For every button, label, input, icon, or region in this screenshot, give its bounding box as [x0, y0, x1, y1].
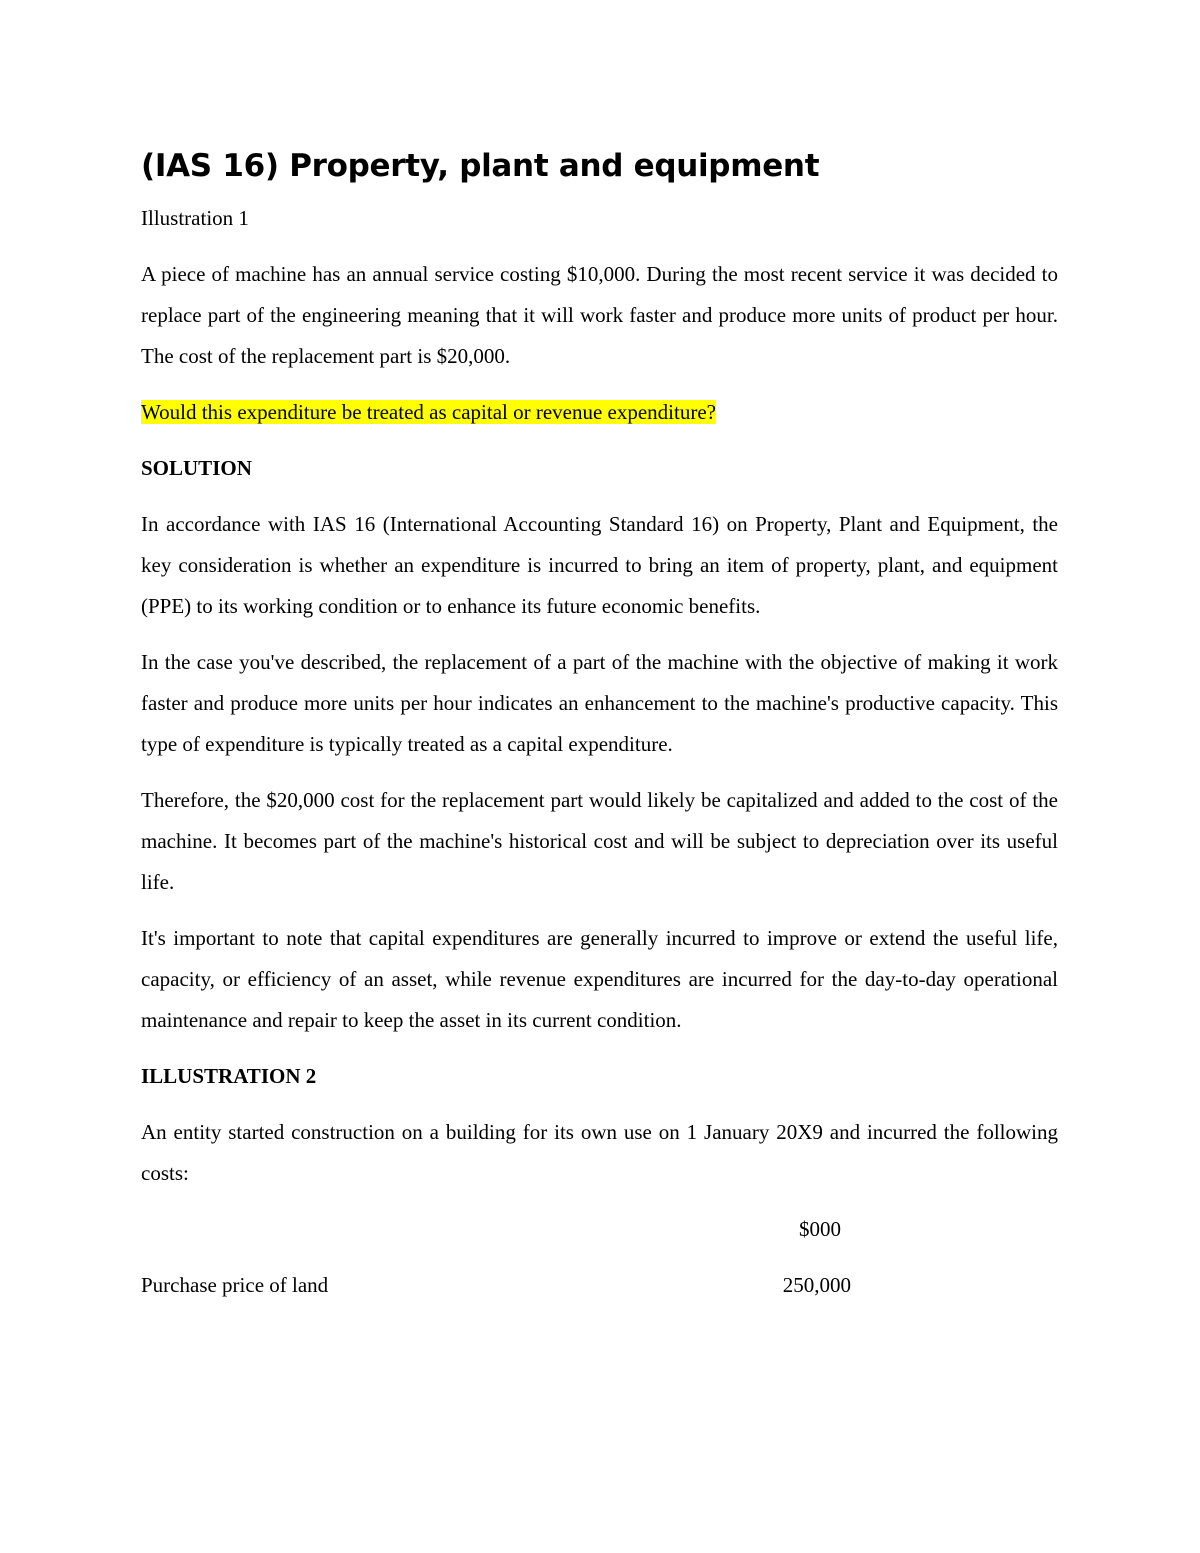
illustration-1-text: A piece of machine has an annual service costing $10,000. During the most recent service it was decided to replace part of the engineering meaning that it will work faster and produce more units of product per hour. The cost of the replacement part is $20,000.: [141, 262, 1058, 368]
illustration-1-label: Illustration 1: [141, 206, 249, 230]
highlighted-question: Would this expenditure be treated as capital or revenue expenditure?: [141, 400, 716, 424]
solution-heading: SOLUTION: [141, 456, 252, 480]
question-paragraph: [141, 392, 1058, 433]
solution-paragraph: In the case you've described, the replacement of a part of the machine with the objective of making it work faster and produce more units per hour indicates an enhancement to the machine's productive capacity. This type of expenditure is typically treated as a capital expenditure.: [141, 650, 1058, 756]
illustration-2-text: An entity started construction on a building for its own use on 1 January 20X9 and incurred the following costs:: [141, 1120, 1058, 1185]
solution-paragraph: It's important to note that capital expenditures are generally incurred to improve or extend the useful life, capacity, or efficiency of an asset, while revenue expenditures are incurred for the day-to-day operational maintenance and repair to keep the asset in its current condition.: [141, 926, 1058, 1032]
solution-paragraph: Therefore, the $20,000 cost for the replacement part would likely be capitalized and added to the cost of the machine. It becomes part of the machine's historical cost and will be subject to depreciation over its useful life.: [141, 788, 1058, 894]
document-content: [141, 140, 1058, 1321]
illustration-2-heading: ILLUSTRATION 2: [141, 1064, 317, 1088]
cost-label: Purchase price of land: [141, 1273, 329, 1297]
page-title: (IAS 16) Property, plant and equipment: [141, 148, 820, 184]
cost-table-row: [141, 1265, 1058, 1306]
cost-table: [141, 1209, 1058, 1306]
cost-unit-header: $000: [799, 1217, 841, 1241]
solution-paragraph: In accordance with IAS 16 (International Accounting Standard 16) on Property, Plant and Equipment, the key consideration is whether an expenditure is incurred to bring an item of property, plant, and equipment (PPE) to its working condition or to enhance its future economic benefits.: [141, 512, 1058, 618]
cost-table-header-row: [141, 1209, 1058, 1250]
cost-value: 250,000: [782, 1273, 851, 1297]
